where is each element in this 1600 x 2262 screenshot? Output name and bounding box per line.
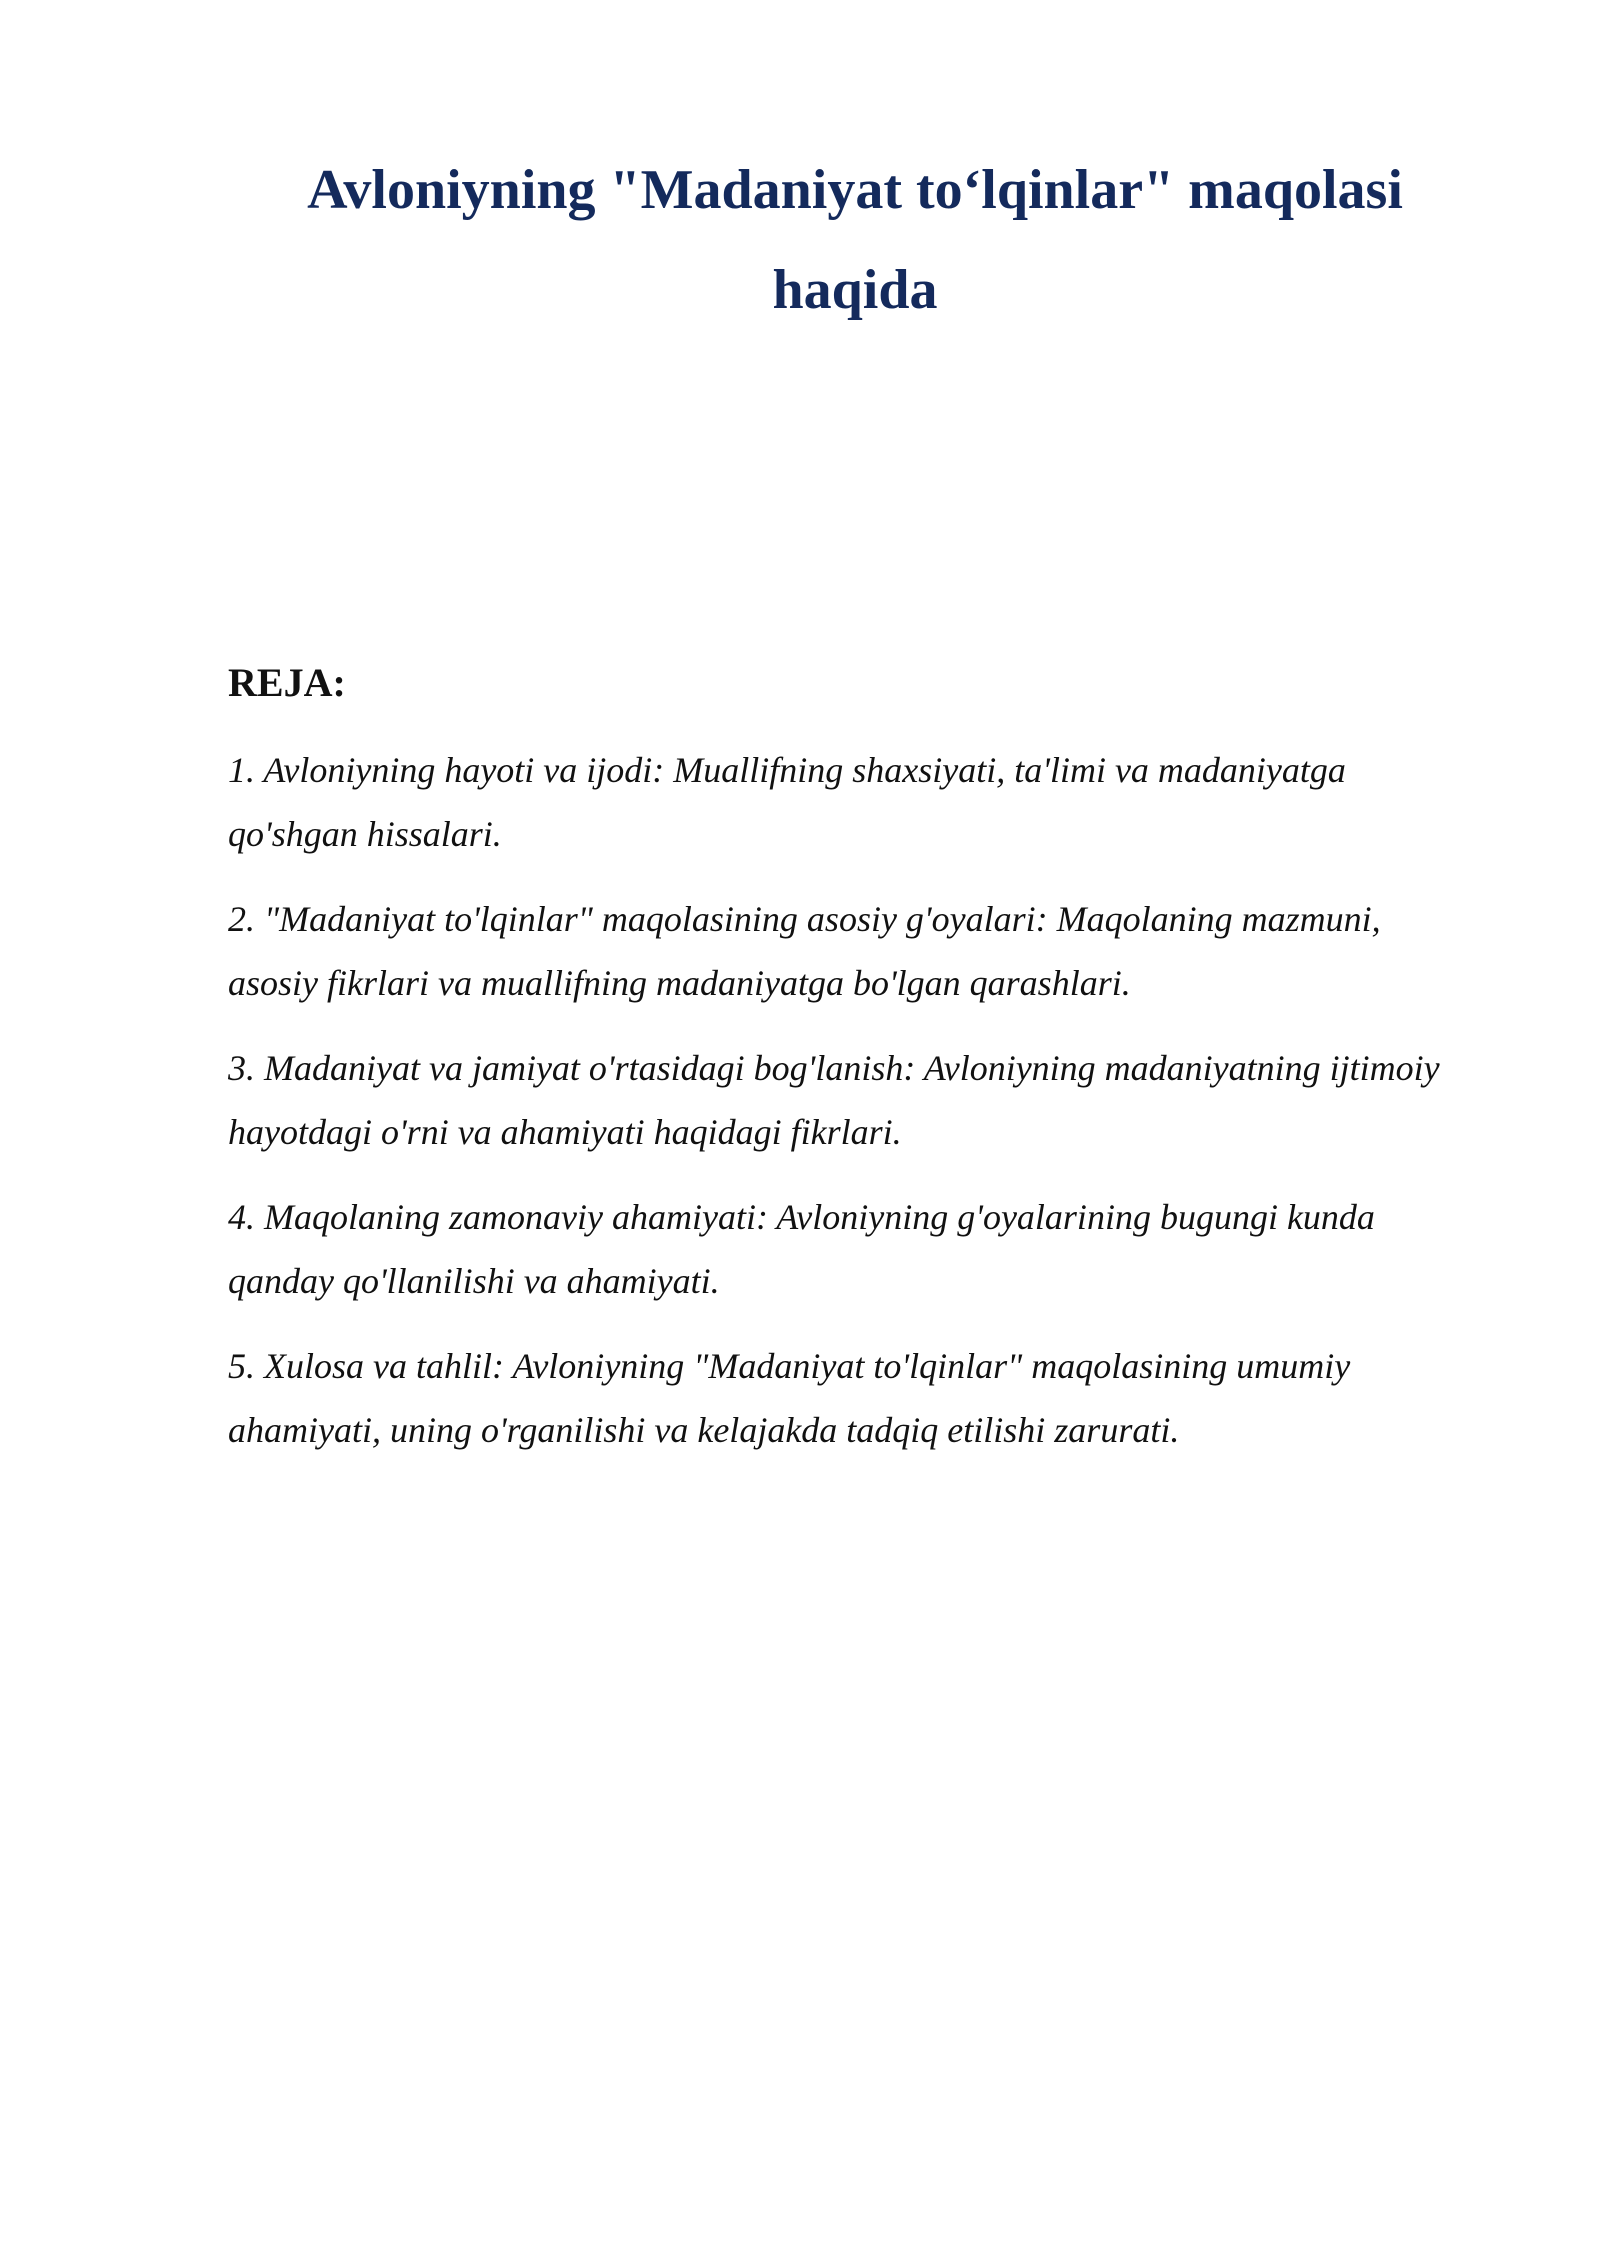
plan-list <box>228 738 1458 1462</box>
plan-item-2: 2. "Madaniyat to'lqinlar" maqolasining asosiy g'oyalari: Maqolaning mazmuni, asosiy fikrlari va muallifning madaniyatga bo'lgan qarashlari. <box>228 899 1381 1003</box>
plan-item-3: 3. Madaniyat va jamiyat o'rtasidagi bog'lanish: Avloniyning madaniyatning ijtimoiy hayotdagi o'rni va ahamiyati haqidagi fikrlari. <box>228 1048 1440 1152</box>
plan-heading: REJA: <box>228 660 346 705</box>
document-title: Avloniyning "Madaniyat to‘lqinlar" maqolasi haqida <box>307 159 1403 321</box>
plan-item-5: 5. Xulosa va tahlil: Avloniyning "Madaniyat to'lqinlar" maqolasining umumiy ahamiyati, uning o'rganilishi va kelajakda tadqiq etilishi zarurati. <box>228 1346 1351 1450</box>
plan-section <box>228 650 1458 1483</box>
plan-item-4: 4. Maqolaning zamonaviy ahamiyati: Avloniyning g'oyalarining bugungi kunda qanday qo'llanilishi va ahamiyati. <box>228 1197 1375 1301</box>
plan-item-1: 1. Avloniyning hayoti va ijodi: Muallifning shaxsiyati, ta'limi va madaniyatga qo'shgan hissalari. <box>228 750 1346 854</box>
